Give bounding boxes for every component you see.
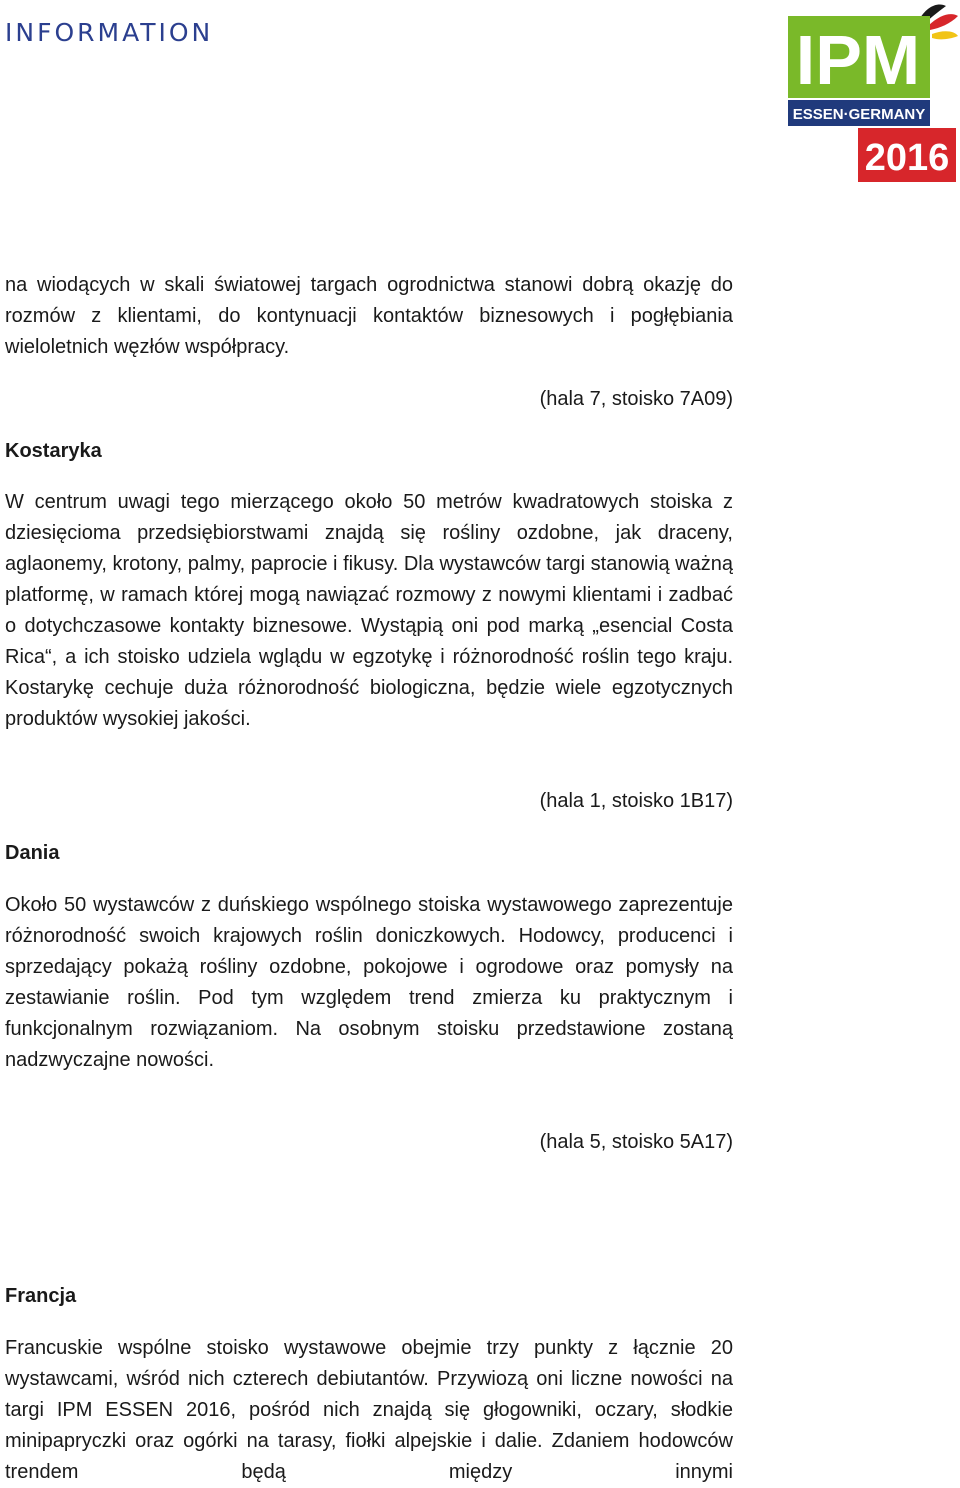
ipm-essen-logo [788,0,960,186]
paragraph-dania: Około 50 wystawców z duńskiego wspólnego stoiska wystawowego zaprezentuje różnorodność swoich krajowych roślin doniczkowych. Hodowcy, producenci i sprzedający pokażą rośliny ozdobne, pokojowe i ogrodowe oraz pomysły na zestawianie roślin. Pod tym względem trend zmierza ku praktycznym i funkcjonalnym rozwiązaniom. Na osobnym stoisku przedstawione zostaną nadzwyczajne nowości. [5,894,733,1071]
logo-year-text: 2016 [864,137,950,179]
location-kostaryka: (hala 7, stoisko 7A09) [539,388,733,410]
location-francja: (hala 5, stoisko 5A17) [539,1131,733,1153]
paragraph-francja: Francuskie wspólne stoisko wystawowe obejmie trzy punkty z łącznie 20 wystawcami, wśród nich czterech debiutantów. Przywiozą oni liczne nowości na targi IPM ESSEN 2016, pośród nich znajdą się głogowniki, oczary, słodkie minipapryczki oraz ogórki na tarasy, fiołki alpejskie i dalie. Zdaniem hodowców trendem będą między innymi [5,1337,733,1483]
page-header-title: INFORMATION [5,18,214,47]
logo-essen-text: ESSEN·GERMANY [792,106,926,123]
logo-ipm-text: IPM [795,21,921,99]
logo-leaf-red [928,14,958,30]
paragraph-kostaryka: W centrum uwagi tego mierzącego około 50 metrów kwadratowych stoiska z dziesięcioma przedsiębiorstwami znajdą się rośliny ozdobne, jak draceny, aglaonemy, krotony, palmy, paprocie i fikusy. Dla wystawców targi stanowią ważną platformę, w ramach której mogą nawiązać rozmowy z nowymi klientami i zadbać o dotychczasowe kontakty biznesowe. Wystąpią oni pod marką „esencial Costa Rica“, a ich stoisko udziela wglądu w egzotykę i różnorodność roślin tego kraju. Kostarykę cechuje duża różnorodność biologiczna, będzie wiele egzotycznych produktów wysokiej jakości. [5,491,733,730]
location-dania: (hala 1, stoisko 1B17) [539,790,733,812]
logo-leaf-yellow [932,31,958,39]
heading-kostaryka: Kostaryka [5,440,102,462]
intro-paragraph: na wiodących w skali światowej targach ogrodnictwa stanowi dobrą okazję do rozmów z klientami, do kontynuacji kontaktów biznesowych i pogłębiania wieloletnich węzłów współpracy. [5,274,733,358]
heading-dania: Dania [5,842,60,864]
heading-francja: Francja [5,1285,77,1307]
